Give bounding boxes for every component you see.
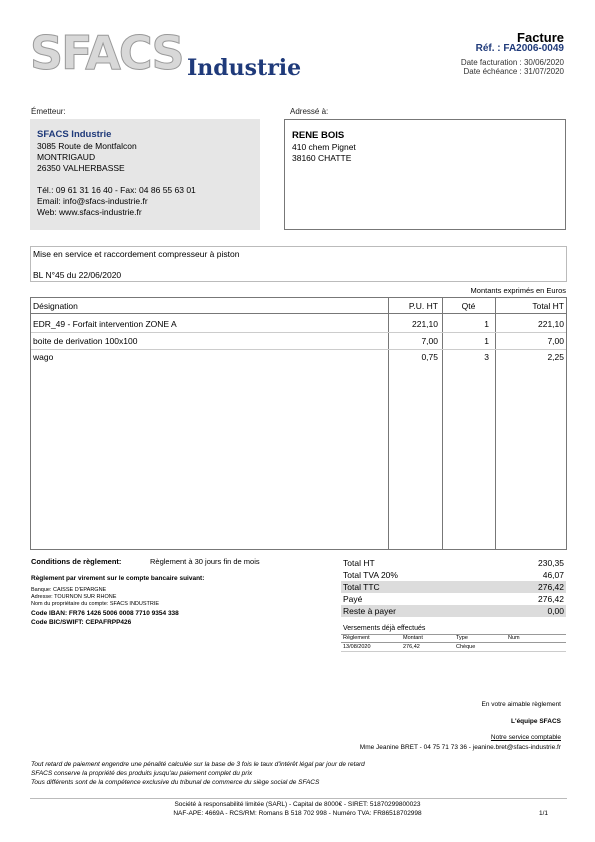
table-row-unit-price: 7,00 xyxy=(421,336,438,346)
sender-email: Email: info@sfacs-industrie.fr xyxy=(37,196,148,206)
total-ttc-row xyxy=(341,581,566,593)
invoice-subject: Mise en service et raccordement compresseur à piston xyxy=(33,249,240,259)
sender-phone: Tél.: 09 61 31 16 40 - Fax: 04 86 55 63 01 xyxy=(37,185,196,195)
payments-title: Versements déjà effectués xyxy=(343,625,426,632)
team-signature: L'équipe SFACS xyxy=(511,718,561,725)
sender-postcode: 26350 VALHERBASSE xyxy=(37,163,125,173)
table-row-quantity: 1 xyxy=(484,336,489,346)
recipient-city: 38160 CHATTE xyxy=(292,153,352,163)
recipient-street: 410 chem Pignet xyxy=(292,142,356,152)
page-number: 1/1 xyxy=(538,810,548,817)
paid-row xyxy=(341,593,566,605)
total-label: Payé xyxy=(343,594,363,604)
account-owner: Nom du propriétaire du compte: SFACS INDUSTRIE xyxy=(31,601,160,607)
accounting-contact: Mme Jeanine BRET - 04 75 71 73 36 - jeanine.bret@sfacs-industrie.fr xyxy=(359,744,561,751)
company-logo: SFACS xyxy=(30,26,183,80)
invoice-date: Date facturation : 30/06/2020 xyxy=(460,58,564,67)
remaining-row xyxy=(341,605,566,617)
sender-website: Web: www.sfacs-industrie.fr xyxy=(37,207,142,217)
col-designation-header: Désignation xyxy=(33,301,78,311)
footer-registration-info: NAF-APE: 4669A - RCS/RM: Romans B 518 702 998 - Numéro TVA: FR86518702998 xyxy=(173,810,422,817)
invoice-reference: Réf. : FA2006-0049 xyxy=(475,43,564,54)
table-row-total: 2,25 xyxy=(547,352,564,362)
sender-box xyxy=(30,119,260,230)
table-row-total: 221,10 xyxy=(538,319,564,329)
col-unit-price-header: P.U. HT xyxy=(408,301,438,311)
table-row-designation: wago xyxy=(33,352,54,362)
bank-name: Banque: CAISSE D'EPARGNE xyxy=(31,587,107,593)
currency-note: Montants exprimés en Euros xyxy=(470,286,566,295)
table-row-designation: EDR_49 - Forfait intervention ZONE A xyxy=(33,319,177,329)
payment-terms-label: Conditions de règlement: xyxy=(31,557,122,566)
table-row-total: 7,00 xyxy=(547,336,564,346)
legal-ownership: SFACS conserve la propriété des produits jusqu'au paiement complet du prix xyxy=(31,770,253,777)
bic: Code BIC/SWIFT: CEPAFRPP426 xyxy=(31,619,132,626)
payments-col-type: Type xyxy=(456,635,468,641)
items-table xyxy=(30,297,567,550)
total-value: 230,35 xyxy=(538,558,564,568)
col-quantity-header: Qté xyxy=(461,301,476,311)
total-label: Total TTC xyxy=(343,582,380,592)
payment-terms-value: Règlement à 30 jours fin de mois xyxy=(150,557,260,566)
accounting-service: Notre service comptable xyxy=(490,734,561,741)
total-ht-row xyxy=(341,557,566,569)
iban: Code IBAN: FR76 1426 5006 0008 7710 9354 338 xyxy=(31,610,179,617)
footer-company-info: Société à responsabilité limitée (SARL) - Capital de 8000€ - SIRET: 51870299800023 xyxy=(174,801,421,808)
sender-city: MONTRIGAUD xyxy=(37,152,96,162)
payment-type: Chèque xyxy=(456,644,476,650)
payments-col-amount: Montant xyxy=(403,635,423,641)
table-row-unit-price: 221,10 xyxy=(412,319,438,329)
totals-block xyxy=(341,557,566,617)
payment-date: 13/08/2020 xyxy=(343,644,371,650)
payment-amount: 276,42 xyxy=(403,644,420,650)
total-tva-row xyxy=(341,569,566,581)
payments-col-num: Num xyxy=(508,635,520,641)
total-label: Reste à payer xyxy=(343,606,396,616)
recipient-box xyxy=(284,119,566,230)
invoice-subject-box xyxy=(30,246,567,282)
table-row-designation: boite de derivation 100x100 xyxy=(33,336,138,346)
sender-name: SFACS Industrie xyxy=(37,129,112,140)
table-row-quantity: 3 xyxy=(484,352,489,362)
total-value: 0,00 xyxy=(547,606,564,616)
bank-address: Adresse: TOURNON SUR RHONE xyxy=(31,594,117,600)
total-value: 46,07 xyxy=(542,570,564,580)
recipient-name: RENE BOIS xyxy=(292,130,345,141)
total-label: Total TVA 20% xyxy=(343,570,398,580)
recipient-label: Adressé à: xyxy=(290,107,329,116)
company-logo-subtitle: Industrie xyxy=(187,55,302,81)
bank-transfer-label: Règlement par virement sur le compte bancaire suivant: xyxy=(31,575,205,582)
table-row-quantity: 1 xyxy=(484,319,489,329)
total-value: 276,42 xyxy=(538,582,564,592)
sender-street: 3085 Route de Montfalcon xyxy=(37,141,137,151)
col-total-header: Total HT xyxy=(532,301,564,311)
due-date: Date échéance : 31/07/2020 xyxy=(463,67,564,76)
total-value: 276,42 xyxy=(538,594,564,604)
invoice-title: Facture xyxy=(517,30,564,45)
legal-jurisdiction: Tous différents sont de la compétence exclusive du tribunal de commerce du siège social de SFACS xyxy=(31,779,320,786)
sender-label: Émetteur: xyxy=(31,107,66,116)
table-row-unit-price: 0,75 xyxy=(421,352,438,362)
closing-salutation: En votre aimable règlement xyxy=(481,701,561,708)
delivery-note-ref: BL N°45 du 22/06/2020 xyxy=(33,270,122,280)
total-label: Total HT xyxy=(343,558,375,568)
footer-divider xyxy=(30,798,567,799)
payments-col-date: Règlement xyxy=(343,635,370,641)
legal-late-payment: Tout retard de paiement engendre une pénalité calculée sur la base de 3 fois le taux d'intérêt légal par jour de retard xyxy=(31,761,365,768)
